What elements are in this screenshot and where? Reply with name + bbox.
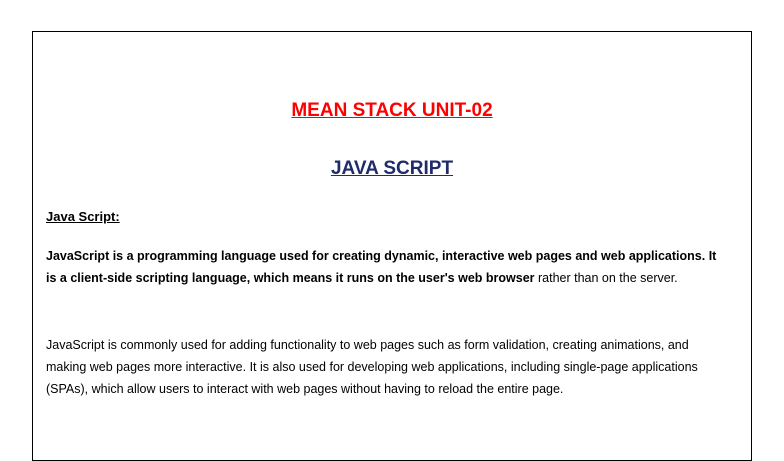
paragraph-1-normal-text: rather than on the server.: [534, 271, 678, 285]
document-subtitle: JAVA SCRIPT: [330, 158, 454, 179]
document-page: [32, 31, 752, 461]
section-heading: Java Script:: [46, 209, 120, 224]
paragraph-1-bold-text: JavaScript is a programming language used for creating dynamic, interactive web pages and web applications. It is a client-side scripting language, which means it runs on the user's web browser: [46, 249, 717, 285]
paragraph-1: [46, 245, 726, 289]
document-title: MEAN STACK UNIT-02: [291, 100, 493, 121]
paragraph-2: JavaScript is commonly used for adding functionality to web pages such as form validation, creating animations, and making web pages more interactive. It is also used for developing web applications, including single-page applications (SPAs), which allow users to interact with web pages without having to reload the entire page.: [46, 338, 698, 396]
